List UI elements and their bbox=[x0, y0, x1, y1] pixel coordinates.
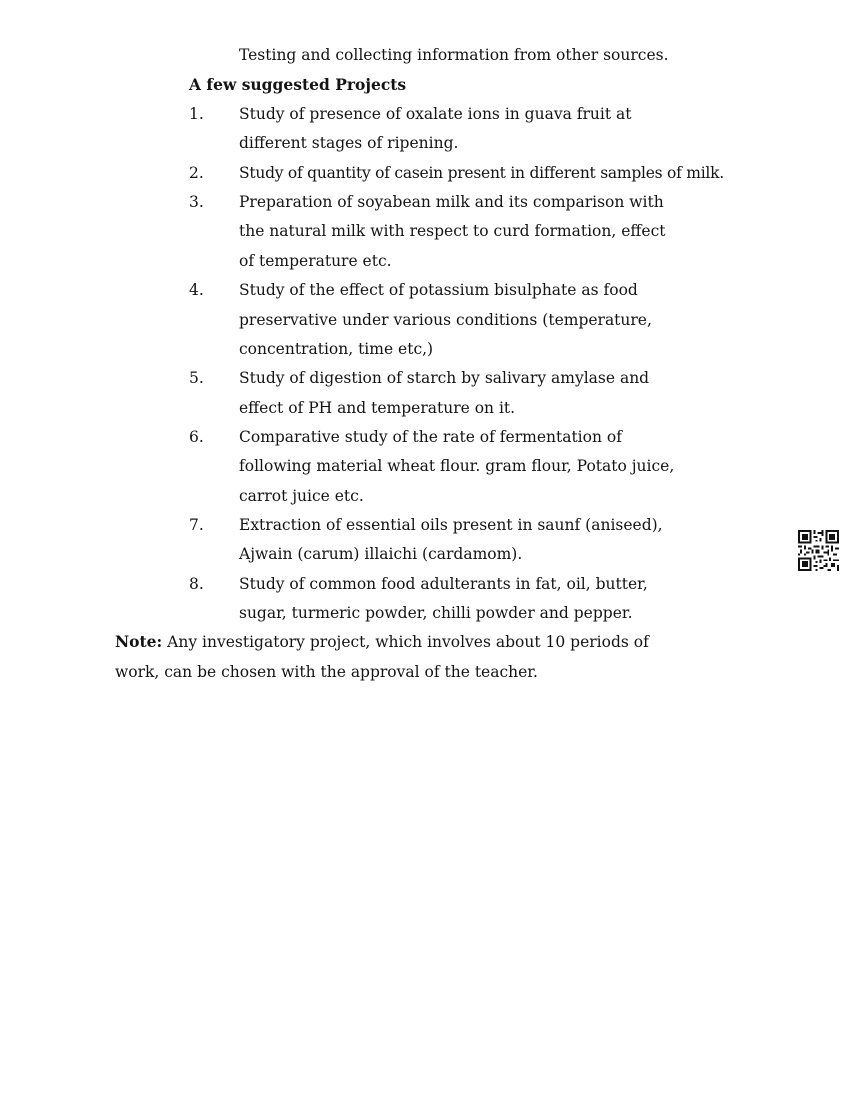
project-number: 2. bbox=[189, 164, 204, 182]
project-text-line: concentration, time etc,) bbox=[239, 340, 434, 358]
project-text-line: carrot juice etc. bbox=[239, 487, 364, 505]
project-text-line: Study of common food adulterants in fat, oil, butter, bbox=[239, 575, 648, 593]
intro-line: Testing and collecting information from other sources. bbox=[239, 46, 669, 64]
section-heading: A few suggested Projects bbox=[189, 75, 407, 94]
project-text-line: effect of PH and temperature on it. bbox=[239, 399, 516, 417]
project-text-line: Study of presence of oxalate ions in guava fruit at bbox=[239, 105, 632, 123]
project-number: 8. bbox=[189, 575, 204, 593]
project-text-line: Study of quantity of casein present in different samples of milk. bbox=[239, 164, 724, 182]
project-text-line: following material wheat flour. gram flour, Potato juice, bbox=[239, 457, 675, 475]
project-text-line: Study of digestion of starch by salivary amylase and bbox=[239, 369, 650, 387]
project-text-line: preservative under various conditions (temperature, bbox=[239, 311, 652, 329]
project-text-line: of temperature etc. bbox=[239, 252, 392, 270]
project-text-line: Preparation of soyabean milk and its comparison with bbox=[239, 193, 664, 211]
project-text-line: the natural milk with respect to curd formation, effect bbox=[239, 222, 666, 240]
project-number: 5. bbox=[189, 369, 204, 387]
project-text-line: Ajwain (carum) illaichi (cardamom). bbox=[239, 545, 523, 563]
project-number: 4. bbox=[189, 281, 204, 299]
project-number: 6. bbox=[189, 428, 204, 446]
project-text-line: Comparative study of the rate of fermentation of bbox=[239, 428, 622, 446]
project-number: 3. bbox=[189, 193, 204, 211]
note-text: Any investigatory project, which involves about 10 periods of bbox=[162, 633, 649, 651]
project-number: 7. bbox=[189, 516, 204, 534]
project-text-line: Extraction of essential oils present in saunf (aniseed), bbox=[239, 516, 663, 534]
note-line: work, can be chosen with the approval of the teacher. bbox=[115, 663, 538, 681]
project-text-line: different stages of ripening. bbox=[239, 134, 459, 152]
qr-code-icon bbox=[798, 530, 839, 571]
note-label: Note: bbox=[115, 632, 163, 651]
project-text-line: sugar, turmeric powder, chilli powder and pepper. bbox=[239, 604, 633, 622]
project-number: 1. bbox=[189, 105, 204, 123]
note-line bbox=[115, 632, 649, 652]
project-text-line: Study of the effect of potassium bisulphate as food bbox=[239, 281, 638, 299]
